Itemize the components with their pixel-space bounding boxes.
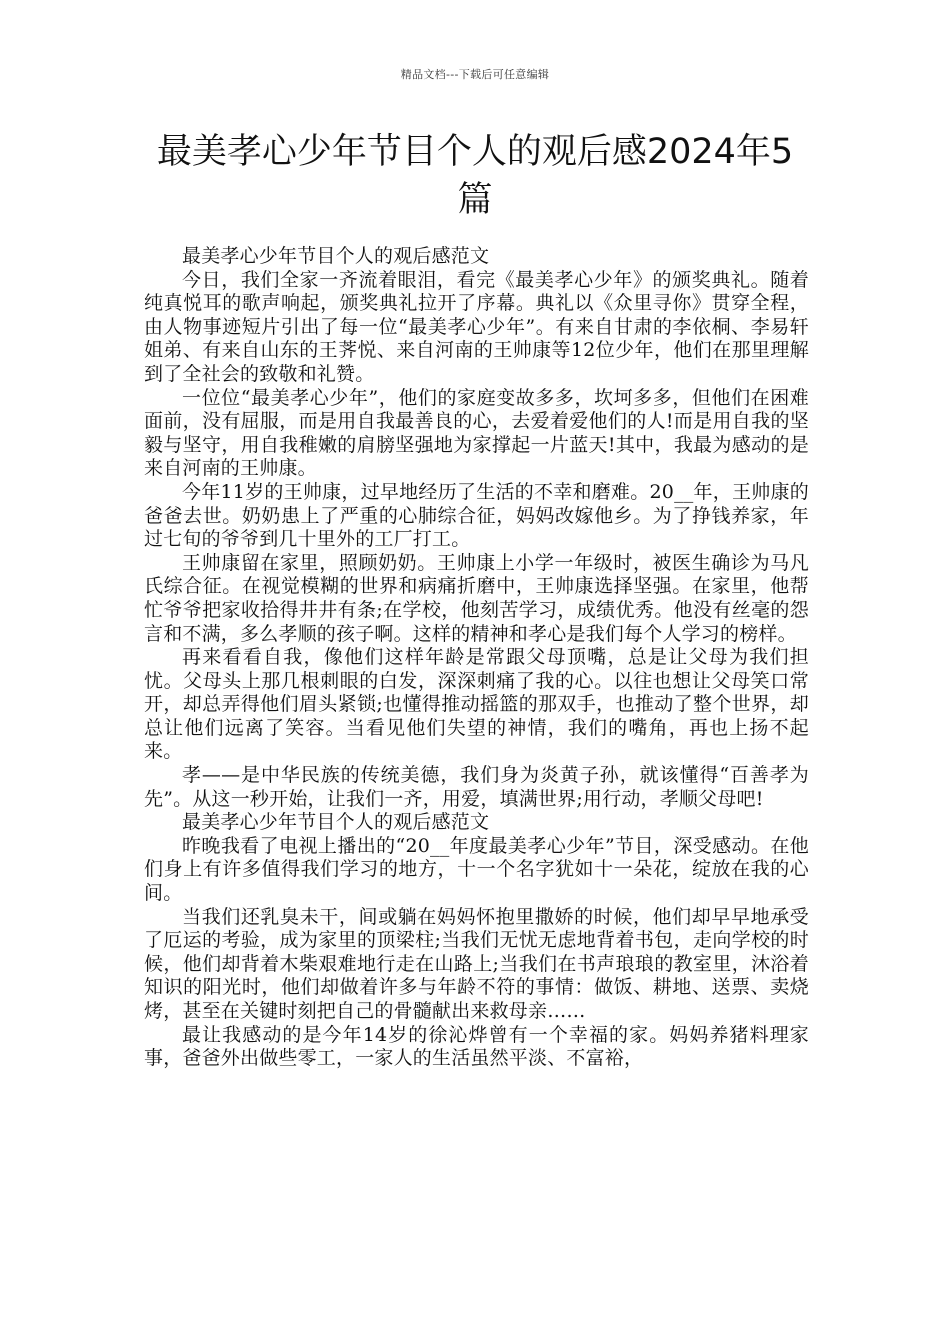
document-body <box>144 245 809 1071</box>
paragraph: 孝——是中华民族的传统美德，我们身为炎黄子孙，就该懂得“百善孝为先”。从这一秒开始，让我们一齐，用爱，填满世界;用行动，孝顺父母吧! <box>144 764 809 810</box>
paragraph: 再来看看自我，像他们这样年龄是常跟父母顶嘴，总是让父母为我们担忧。父母头上那几根刺眼的白发，深深刺痛了我的心。以往也想让父母笑口常开，却总弄得他们眉头紧锁;也懂得推动摇篮的那双手，也推动了整个世界，却总让他们远离了笑容。当看见他们失望的神情，我们的嘴角，再也上扬不起来。 <box>144 646 809 763</box>
paragraph: 今年11岁的王帅康，过早地经历了生活的不幸和磨难。20__年，王帅康的爸爸去世。奶奶患上了严重的心肺综合征，妈妈改嫁他乡。为了挣钱养家，年过七旬的爷爷到几十里外的工厂打工。 <box>144 480 809 551</box>
paragraph: 王帅康留在家里，照顾奶奶。王帅康上小学一年级时，被医生确诊为马凡氏综合征。在视觉模糊的世界和病痛折磨中，王帅康选择坚强。在家里，他帮忙爷爷把家收拾得井井有条;在学校，他刻苦学习，成绩优秀。他没有丝毫的怨言和不满，多么孝顺的孩子啊。这样的精神和孝心是我们每个人学习的榜样。 <box>144 551 809 645</box>
header-note: 精品文档---下载后可任意编辑 <box>400 68 550 81</box>
paragraph: 最让我感动的是今年14岁的徐沁烨曾有一个幸福的家。妈妈养猪料理家事，爸爸外出做些零工，一家人的生活虽然平淡、不富裕， <box>144 1023 809 1070</box>
paragraph: 今日，我们全家一齐流着眼泪，看完《最美孝心少年》的颁奖典礼。随着纯真悦耳的歌声响起，颁奖典礼拉开了序幕。典礼以《众里寻你》贯穿全程，由人物事迹短片引出了每一位“最美孝心少年”。有来自甘肃的李依桐、李易轩姐弟、有来自山东的王荠悦、来自河南的王帅康等12位少年，他们在那里理解到了全社会的致敬和礼赞。 <box>144 268 809 385</box>
section-heading: 最美孝心少年节目个人的观后感范文 <box>182 245 490 267</box>
section-heading: 最美孝心少年节目个人的观后感范文 <box>182 811 490 834</box>
paragraph: 一位位“最美孝心少年”，他们的家庭变故多多，坎坷多多，但他们在困难面前，没有屈服，而是用自我最善良的心，去爱着爱他们的人!而是用自我的坚毅与坚守，用自我稚嫩的肩膀坚强地为家撑起一片蓝天!其中，我最为感动的是来自河南的王帅康。 <box>144 386 809 480</box>
paragraph: 昨晚我看了电视上播出的“20__年度最美孝心少年”节目，深受感动。在他们身上有许多值得我们学习的地方，十一个名字犹如十一朵花，绽放在我的心间。 <box>144 834 809 905</box>
paragraph: 当我们还乳臭未干，间或躺在妈妈怀抱里撒娇的时候，他们却早早地承受了厄运的考验，成为家里的顶梁柱;当我们无忧无虑地背着书包，走向学校的时候，他们却背着木柴艰难地行走在山路上;当我们在书声琅琅的教室里，沐浴着知识的阳光时，他们却做着许多与年龄不符的事情：做饭、耕地、送票、卖烧烤，甚至在关键时刻把自己的骨髓献出来救母亲…… <box>144 905 809 1022</box>
document-title: 最美孝心少年节目个人的观后感2024年5篇 <box>156 132 794 220</box>
